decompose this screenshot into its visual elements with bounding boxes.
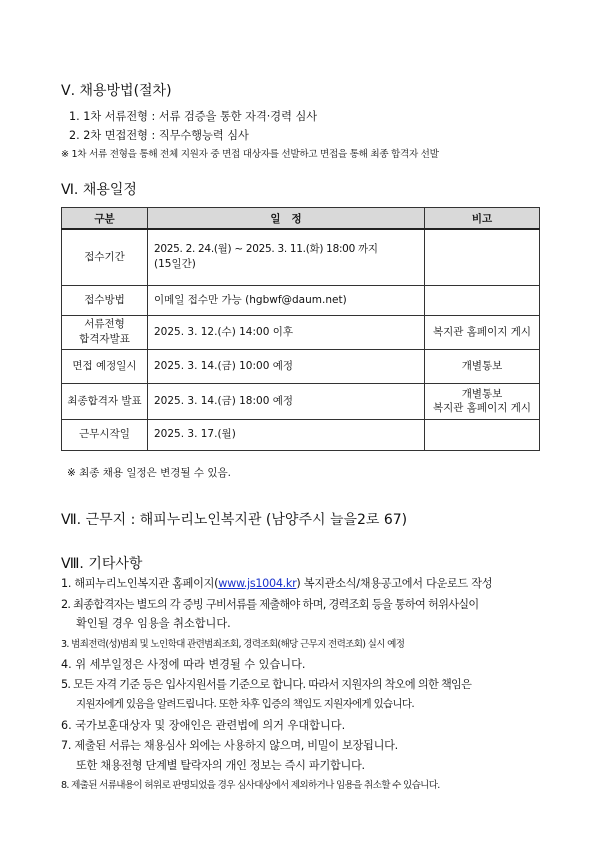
row-label: 접수기간 — [62, 229, 148, 285]
section8-item3: 3. 범죄전력(성)범죄 및 노인학대 관련범죄조회, 경력조회(해당 근무지 전력조회) 실시 예정 — [61, 639, 405, 650]
section5-item1: 1. 1차 서류전형 : 서류 검증을 통한 자격·경력 심사 — [69, 110, 318, 123]
table-row — [62, 349, 540, 383]
section6-title: Ⅵ. 채용일정 — [61, 182, 137, 198]
row-note: 개별통보 — [425, 349, 540, 383]
header-category: 구분 — [62, 208, 148, 230]
row-label: 최종합격자 발표 — [62, 383, 148, 419]
section7-title: Ⅶ. 근무지 : 해피누리노인복지관 (남양주시 늘을2로 67) — [61, 512, 408, 528]
row-schedule: 이메일 접수만 가능 (hgbwf@daum.net) — [148, 285, 425, 315]
row-note — [425, 419, 540, 450]
section8-item2-line1: 2. 최종합격자는 별도의 각 증빙 구비서류를 제출해야 하며, 경력조회 등을 통하여 허위사실이 — [61, 598, 479, 611]
row-note — [425, 229, 540, 285]
section8-title: Ⅷ. 기타사항 — [61, 556, 143, 572]
table-row — [62, 419, 540, 450]
section8-item5-line2: 지원자에게 있음을 알려드립니다. 또한 차후 입증의 책임도 지원자에게 있습니다. — [76, 698, 414, 710]
section8-item7-line2: 또한 채용전형 단계별 탈락자의 개인 정보는 즉시 파기합니다. — [76, 759, 365, 772]
header-schedule: 일 정 — [148, 208, 425, 230]
row-label: 면접 예정일시 — [62, 349, 148, 383]
row-note — [425, 285, 540, 315]
section8-item4: 4. 위 세부일정은 사정에 따라 변경될 수 있습니다. — [61, 658, 306, 671]
section5-item2: 2. 2차 면접전형 : 직무수행능력 심사 — [69, 129, 249, 142]
table-row — [62, 229, 540, 285]
section6-note: ※ 최종 채용 일정은 변경될 수 있음. — [67, 467, 232, 479]
section5-title: Ⅴ. 채용방법(절차) — [61, 83, 172, 99]
header-remarks: 비고 — [425, 208, 540, 230]
table-row — [62, 285, 540, 315]
table-row — [62, 315, 540, 349]
row-schedule: 2025. 3. 12.(수) 14:00 이후 — [148, 315, 425, 349]
section8-item5-line1: 5. 모든 자격 기준 등은 입사지원서를 기준으로 합니다. 따라서 지원자의 착오에 의한 책임은 — [61, 678, 472, 691]
row-schedule: 2025. 3. 14.(금) 18:00 예정 — [148, 383, 425, 419]
row-label: 서류전형 합격자발표 — [62, 315, 148, 349]
section5-note: ※ 1차 서류 전형을 통해 전체 지원자 중 면접 대상자를 선발하고 면접을 통해 최종 합격자 선발 — [61, 149, 439, 160]
schedule-table — [61, 207, 540, 451]
section8-item7-line1: 7. 제출된 서류는 채용심사 외에는 사용하지 않으며, 비밀이 보장됩니다. — [61, 739, 398, 752]
row-schedule: 2025. 3. 14.(금) 10:00 예정 — [148, 349, 425, 383]
row-schedule: 2025. 2. 24.(월) ~ 2025. 3. 11.(화) 18:00 까지 (15일간) — [148, 229, 425, 285]
section8-item1: 1. 해피누리노인복지관 홈페이지(www.js1004.kr) 복지관소식/채용공고에서 다운로드 작성 — [61, 577, 493, 590]
section8-item2-line2: 확인될 경우 임용을 취소합니다. — [76, 617, 231, 630]
table-row — [62, 383, 540, 419]
row-note: 개별통보 복지관 홈페이지 게시 — [425, 383, 540, 419]
row-schedule: 2025. 3. 17.(월) — [148, 419, 425, 450]
section8-item6: 6. 국가보훈대상자 및 장애인은 관련법에 의거 우대합니다. — [61, 719, 346, 732]
row-note: 복지관 홈페이지 게시 — [425, 315, 540, 349]
row-label: 근무시작일 — [62, 419, 148, 450]
section8-item8: 8. 제출된 서류내용이 허위로 판명되었을 경우 심사대상에서 제외하거나 임용을 취소할 수 있습니다. — [61, 780, 440, 791]
homepage-link[interactable]: www.js1004.kr — [218, 577, 297, 590]
row-label: 접수방법 — [62, 285, 148, 315]
